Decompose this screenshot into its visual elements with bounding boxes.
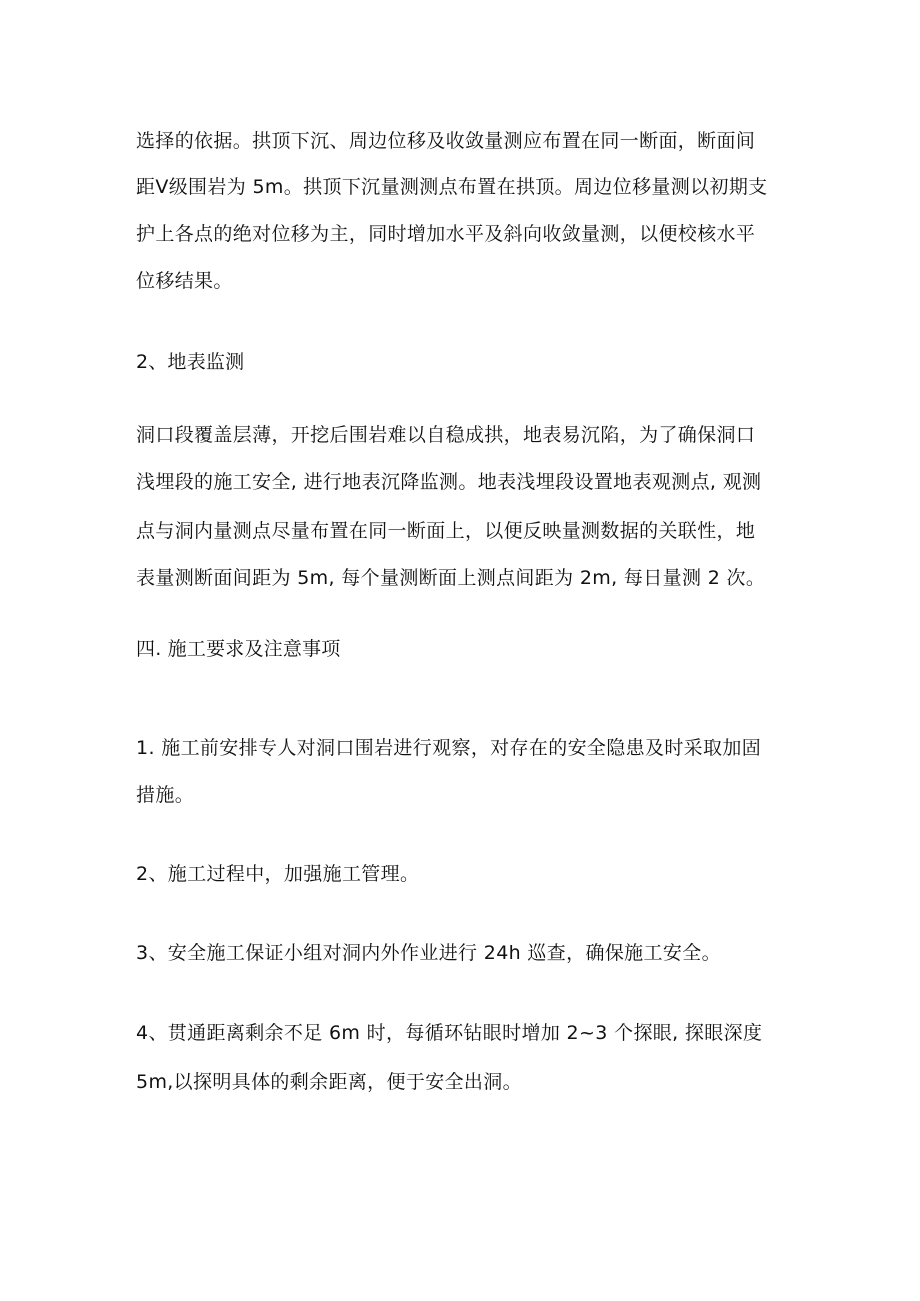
text-line: 1. 施工前安排专人对洞口围岩进行观察，对存在的安全隐患及时采取加固 — [136, 737, 762, 759]
list-item-2: 2、施工过程中，加强施工管理。 — [136, 863, 420, 885]
text-line: 浅埋段的施工安全, 进行地表沉降监测。地表浅埋段设置地表观测点, 观测 — [136, 471, 762, 493]
text-line: 护上各点的绝对位移为主，同时增加水平及斜向收敛量测，以便校核水平 — [136, 223, 756, 245]
section-heading-requirements: 四. 施工要求及注意事项 — [136, 638, 341, 660]
text-line: 选择的依据。拱顶下沉、周边位移及收敛量测应布置在同一断面，断面间 — [136, 130, 756, 152]
text-line: 5m,以探明具体的剩余距离，便于安全出洞。 — [136, 1071, 522, 1093]
text-line: 点与洞内量测点尽量布置在同一断面上，以便反映量测数据的关联性，地 — [136, 520, 756, 542]
text-line: 洞口段覆盖层薄，开挖后围岩难以自稳成拱，地表易沉陷，为了确保洞口 — [136, 424, 756, 446]
list-item-3: 3、安全施工保证小组对洞内外作业进行 24h 巡查，确保施工安全。 — [136, 942, 721, 964]
text-line: 措施。 — [136, 784, 195, 806]
text-line: 表量测断面间距为 5m, 每个量测断面上测点间距为 2m, 每日量测 2 次。 — [136, 567, 766, 589]
text-line: 距Ⅴ级围岩为 5m。拱顶下沉量测测点布置在拱顶。周边位移量测以初期支 — [136, 176, 768, 198]
text-line: 位移结果。 — [136, 270, 233, 292]
text-line: 4、贯通距离剩余不足 6m 时，每循环钻眼时增加 2~3 个探眼, 探眼深度 — [136, 1022, 763, 1044]
section-heading-surface-monitoring: 2、地表监测 — [136, 351, 245, 373]
